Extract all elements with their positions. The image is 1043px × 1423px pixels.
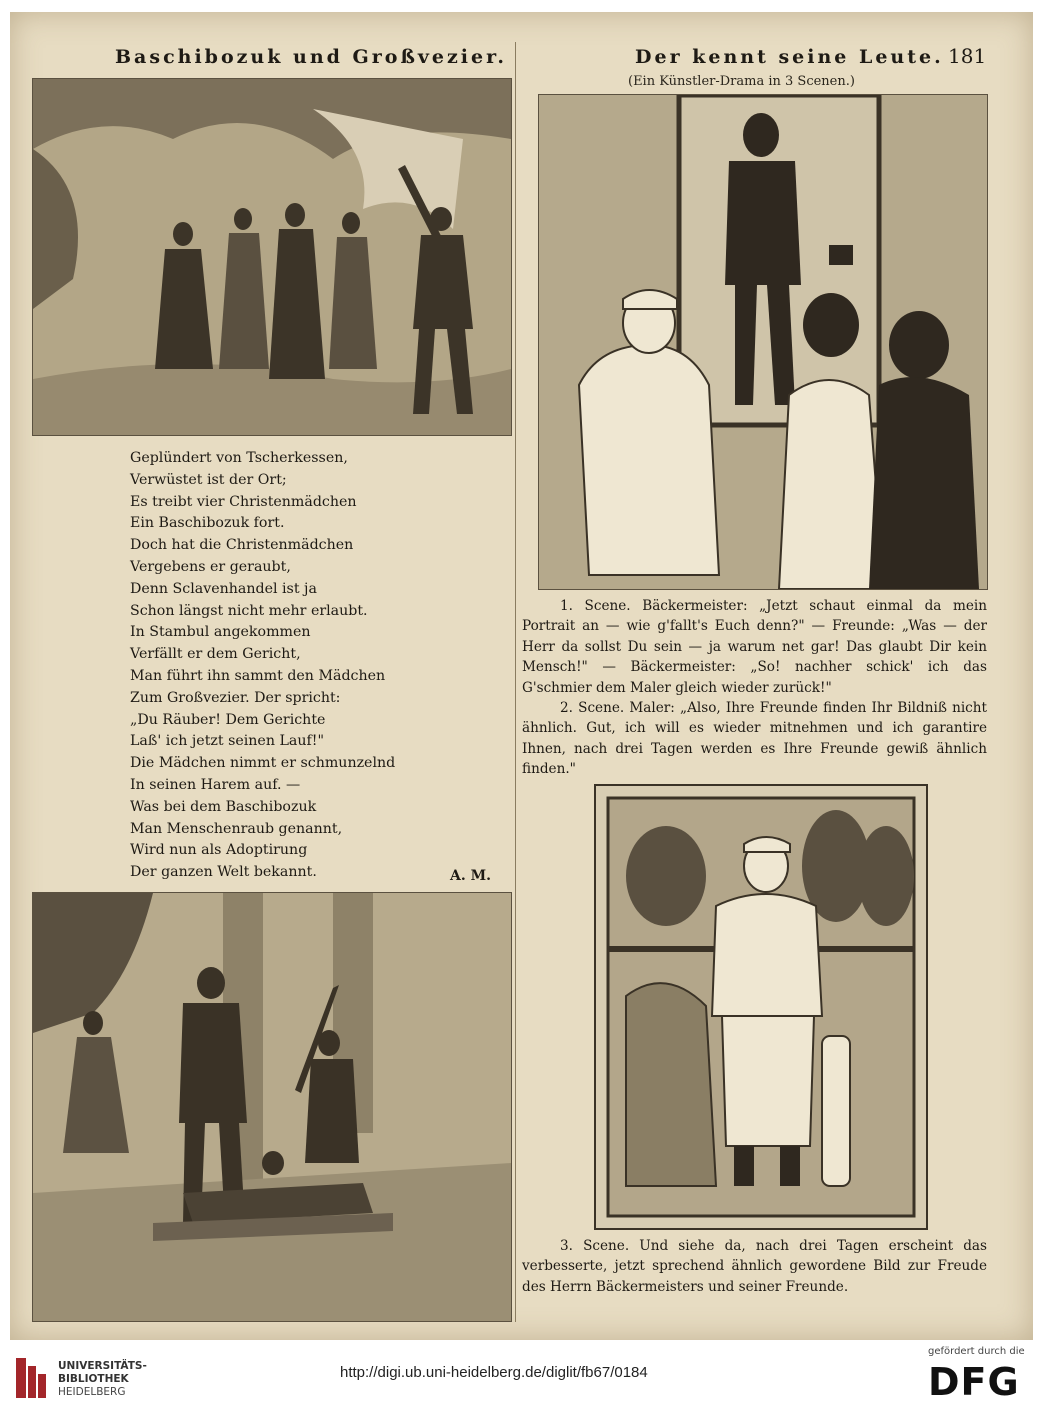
poem-line: Verwüstet ist der Ort; [130,471,287,488]
poem-line: Der ganzen Welt bekannt. [130,864,317,881]
poem-line: Man Menschenraub genannt, [130,820,343,837]
library-line-3: HEIDELBERG [58,1386,126,1398]
heidelberg-library-logo-icon [16,1358,48,1398]
poem-line: Schon längst nicht mehr erlaubt. [130,602,368,619]
scanned-page [10,12,1033,1340]
poem [130,448,510,884]
poem-line: Vergebens er geraubt, [130,558,291,575]
column-divider [515,42,516,1322]
right-column-subtitle: (Ein Künstler-Drama in 3 Scenen.) [628,74,855,89]
poem-line: Denn Sclavenhandel ist ja [130,580,317,597]
right-column-title: Der kennt seine Leute. [635,46,944,68]
scene-1-text: 1. Scene. Bäckermeister: „Jetzt schaut einmal da mein Portrait an — wie g'fallt's Euch denn?" — Freunde: „Was — der Herr da sollst Du sein — ja warum net gar! Das glaubt Dir kein Mensch!" — Bäckermeister: „So! nachher schick' ich das G'schmier dem Maler gleich wieder zurück!" [522,598,987,696]
scene-2-text: 2. Scene. Maler: „Also, Ihre Freunde finden Ihr Bildniß nicht ähnlich. Gut, ich will es wieder mitnehmen und ich garantire Ihnen, nach drei Tagen werden es Ihre Freunde gewiß ähnlich finden." [522,700,987,778]
poem-line: Man führt ihn sammt den Mädchen [130,667,386,684]
illustration-baschibozuk-with-girls [32,78,512,436]
poem-line: Es treibt vier Christenmädchen [130,493,357,510]
illustration-baker-and-friends [538,94,988,590]
page-number: 181 [948,44,987,68]
poem-line: Verfällt er dem Gericht, [130,646,301,663]
poem-line: Zum Großvezier. Der spricht: [130,689,341,706]
poem-line: Was bei dem Baschibozuk [130,798,317,815]
poem-line: In seinen Harem auf. — [130,776,301,793]
poem-line: Ein Baschibozuk fort. [130,515,285,532]
poem-line: Geplündert von Tscherkessen, [130,450,348,466]
poem-line: Die Mädchen nimmt er schmunzelnd [130,755,396,772]
illustration-framed-baker-portrait [594,784,928,1230]
library-footer [0,1340,1043,1423]
dfg-logo: DFG [928,1360,1020,1404]
library-line-1: UNIVERSITÄTS- [58,1360,147,1372]
poem-line: In Stambul angekommen [130,624,311,641]
scenes-text [522,596,987,780]
scene-3-text: 3. Scene. Und siehe da, nach drei Tagen erscheint das verbesserte, jetzt sprechend ähnlich gewordene Bild zur Freude des Herrn Bäckermeisters und seiner Freunde. [522,1238,987,1295]
poem-signature: A. M. [450,868,491,884]
left-column-title: Baschibozuk und Großvezier. [115,46,507,68]
library-name [58,1360,147,1399]
scene-3-text-block [522,1236,987,1297]
poem-line: Laß' ich jetzt seinen Lauf!" [130,733,324,750]
funded-by-label: gefördert durch die [928,1346,1025,1357]
poem-line: Doch hat die Christenmädchen [130,537,354,554]
poem-line: Wird nun als Adoptirung [130,842,308,859]
library-line-2: BIBLIOTHEK [58,1373,129,1385]
source-url-link[interactable]: http://digi.ub.uni-heidelberg.de/diglit/fb67/0184 [340,1364,648,1381]
poem-line: „Du Räuber! Dem Gerichte [130,711,326,728]
illustration-grossvezier-scene [32,892,512,1322]
